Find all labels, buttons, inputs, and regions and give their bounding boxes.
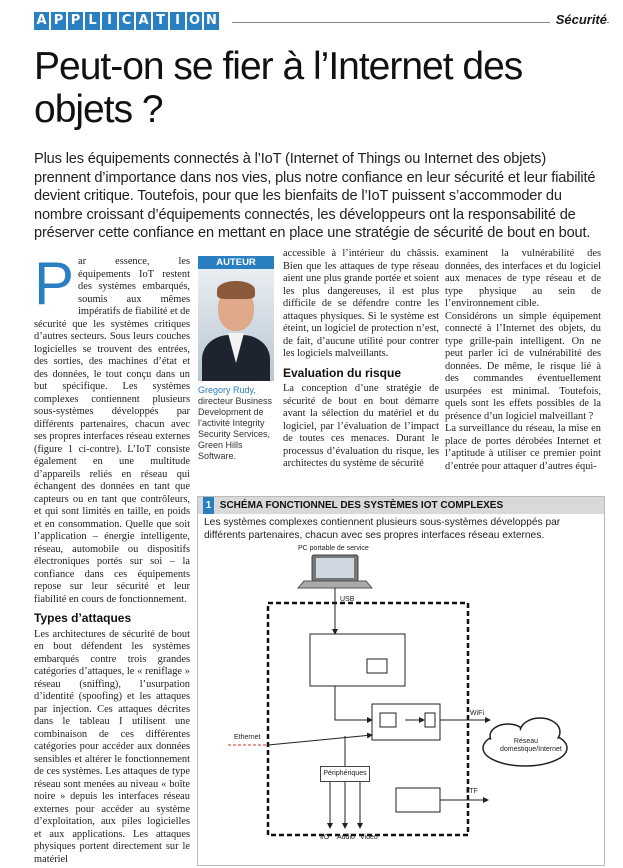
rubric-letter: T xyxy=(153,12,168,30)
rubric-letter: A xyxy=(34,12,49,30)
rubric-letter: N xyxy=(204,12,219,30)
section-label: Sécurité xyxy=(550,12,607,27)
rubric-letter: I xyxy=(102,12,117,30)
ethernet-label: Ethernet xyxy=(234,734,261,741)
author-tag: AUTEUR xyxy=(198,256,274,269)
video-label: Video xyxy=(360,834,378,841)
author-name: Gregory Rudy, xyxy=(198,385,256,395)
audio-label: Audio xyxy=(337,834,355,841)
paragraph: La conception d’une stratégie de sécurité de bout en bout démarre avant la sélection du matériel et du logiciel, par l’évaluation de l’impact de toutes ces menaces. Durant le processus d’évaluation du risque, les architectes du système de sécurité xyxy=(283,383,439,469)
usb-label: USB xyxy=(340,596,355,603)
rubric-letter: I xyxy=(170,12,185,30)
paragraph: La surveillance du réseau, la mise en place de portes dérobées Internet et l’aptitude à utiliser ce premier point d’entrée pour attaquer d’autres équi- xyxy=(445,423,601,472)
peripherals-box: Périphériques xyxy=(320,766,370,782)
wifi-label: WiFi xyxy=(470,710,484,717)
figure-title: SCHÉMA FONCTIONNEL DES SYSTÈMES IOT COMPLEXES xyxy=(219,500,504,511)
rubric-letter: C xyxy=(119,12,134,30)
laptop-label: PC portable de service xyxy=(298,545,369,552)
io-label: I/O xyxy=(320,834,330,841)
network-label: Réseau domestique/Internet xyxy=(500,738,562,753)
drop-cap: P xyxy=(34,250,75,317)
article-lead: Plus les équipements connectés à l’IoT (Internet of Things ou Internet des objets) prennent d’importance dans nos vies, plus notre confiance en leur sécurité et leur fiabilité devient critique. Toutefois, pour que les bienfaits de l’IoT puissent s’accommoder du nombre croissant d’équipements connectés, les développeurs ont la responsabilité de préserver cette confiance en mettant en place une stratégie de sécurité de bout en bout. xyxy=(34,151,596,241)
figure-caption: Les systèmes complexes contiennent plusieurs sous-systèmes développés par différents partenaires, chacun avec ses propres interfaces réseau externes. xyxy=(204,517,561,541)
subhead-types-attaques: Types d’attaques xyxy=(34,611,132,625)
rubric-letter: O xyxy=(188,13,201,28)
laptop-icon xyxy=(298,555,372,588)
figure-number: 1 xyxy=(203,497,214,514)
paragraph: examinent la vulnérabilité des données, des interfaces et du logiciel aux menaces de type réseau et de type physique au sein de l’environnement cible. xyxy=(445,248,601,309)
paragraph-text: ar essence, les équipements IoT restent des systèmes embarqués, soumis aux mêmes impératifs de fiabilité et de sécurité que les systèmes critiques d’autres secteurs. Sous leurs couches logicielles se trouvent des entrées, des sorties, des machines d’état et des données, le tout conçu dans un but spécifique. Les systèmes complexes contiennent plusieurs sous-systèmes développés par différents partenaires, chacun avec ses propres interfaces réseau externes (figure 1 ci-contre). L’IoT consiste également en une multitude d’appareils reliés en réseau qui échangent des données en tant que capteurs ou en tant que contrôleurs, et qui sont limités en taille, en poids et en consommation. Quelle que soit l’application – énergie intelligente, réseau, automobile ou dispositifs électroniques portés sur soi – la confiance dans ces équipements repose sur leur sécurité et leur fiabilité en cours de fonctionnement. xyxy=(34,256,190,605)
rubric-letter: P xyxy=(68,12,83,30)
rubric-letter: A xyxy=(136,12,151,30)
rubric-letter: P xyxy=(51,12,66,30)
paragraph: Les architectures de sécurité de bout en bout défendent les systèmes embarqués contre trois grandes catégories d’attaques, le « reniflage » réseau (sniffing), l’usurpation d’identité (spoofing) et les attaques par injection. Ces attaques décrites dans le tableau I utilisent une combinaison de ces différentes catégories pour accéder aux données sensibles et altérer le fonctionnement de ces systèmes. Les attaques de type réseau sont menées au niveau « boîte noire » depuis les interfaces réseau externes pour accéder au système d’exploitation, aux piles logicielles et aux applications. Les attaques physiques portent directement sur le matériel xyxy=(34,628,190,865)
paragraph: accessible à l’intérieur du châssis. Bien que les attaques de type réseau aient une plus grande portée et soient les plus dangereuses, il est plus difficile de se défendre contre les attaques physiques. Si le système est éteint, un logiciel de protection n’est, de fait, d’aucune utilité pour contrer les logiciels malveillants. xyxy=(283,248,439,359)
paragraph: Considérons un simple équipement connecté à l’Internet des objets, du type grille-pain intelligent. On ne peut parler ici de vulnérabilité des données. De même, le risque lié à des commandes éventuellement usurpées est minimal. Toutefois, quels sont les effets possibles de la présence d’un logiciel malveillant ? xyxy=(445,310,601,422)
ltf-label: LTF xyxy=(466,788,478,795)
subsystem-main xyxy=(310,634,405,686)
article-title: Peut-on se fier à l’Internet des objets ? xyxy=(34,45,523,131)
rubric-letter: L xyxy=(85,12,100,30)
subhead-evaluation-risque: Evaluation du risque xyxy=(283,365,402,380)
subsystem-ltf xyxy=(396,788,440,812)
author-role: directeur Business Development de l’activité Integrity Security Services, Green Hills Software. xyxy=(198,396,273,461)
